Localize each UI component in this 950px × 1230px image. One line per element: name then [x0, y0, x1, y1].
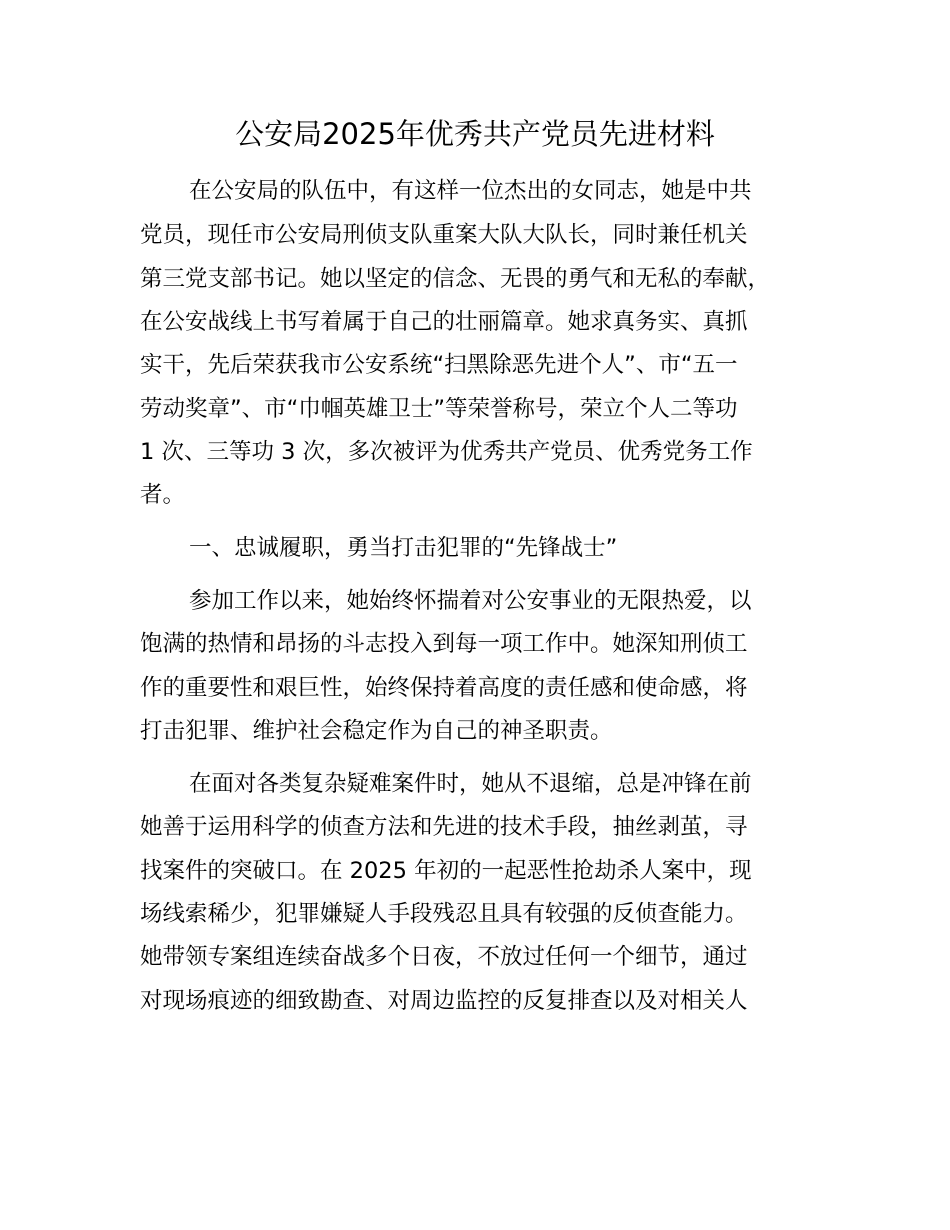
paragraph-1-line-8: 者。	[140, 482, 186, 508]
paragraph-3-line-1: 在面对各类复杂疑难案件时，她从不退缩，总是冲锋在前	[189, 771, 752, 797]
paragraph-2-line-4: 打击犯罪、维护社会稳定作为自己的神圣职责。	[140, 718, 613, 744]
paragraph-3-line-5: 她带领专案组连续奋战多个日夜，不放过任何一个细节，通过	[140, 944, 748, 970]
section-heading-1: 一、忠诚履职，勇当打击犯罪的“先锋战士”	[189, 535, 618, 561]
document-title: 公安局2025年优秀共产党员先进材料	[235, 117, 715, 151]
paragraph-3-line-4: 场线索稀少，犯罪嫌疑人手段残忍且具有较强的反侦查能力。	[140, 901, 748, 927]
paragraph-2-line-3: 作的重要性和艰巨性，始终保持着高度的责任感和使命感，将	[140, 675, 748, 701]
paragraph-1-line-6: 劳动奖章”、市“巾帼英雄卫士”等荣誉称号，荣立个人二等功	[140, 396, 738, 422]
paragraph-3-line-3: 找案件的突破口。在 2025 年初的一起恶性抢劫杀人案中，现	[140, 858, 752, 884]
paragraph-2-line-2: 饱满的热情和昂扬的斗志投入到每一项工作中。她深知刑侦工	[140, 631, 748, 657]
paragraph-1-line-3: 第三党支部书记。她以坚定的信念、无畏的勇气和无私的奉献，	[140, 266, 771, 292]
paragraph-1-line-5: 实干，先后荣获我市公安系统“扫黑除恶先进个人”、市“五一	[140, 352, 738, 378]
paragraph-1-line-7: 1 次、三等功 3 次，多次被评为优秀共产党员、优秀党务工作	[140, 439, 753, 465]
paragraph-3-line-2: 她善于运用科学的侦查方法和先进的技术手段，抽丝剥茧，寻	[140, 814, 748, 840]
paragraph-1-line-2: 党员，现任市公安局刑侦支队重案大队大队长，同时兼任机关	[140, 222, 748, 248]
paragraph-2-line-1: 参加工作以来，她始终怀揣着对公安事业的无限热爱，以	[189, 588, 752, 614]
paragraph-1-line-4: 在公安战线上书写着属于自己的壮丽篇章。她求真务实、真抓	[140, 309, 748, 335]
paragraph-3-line-6: 对现场痕迹的细致勘查、对周边监控的反复排查以及对相关人	[140, 988, 748, 1014]
paragraph-1-line-1: 在公安局的队伍中，有这样一位杰出的女同志，她是中共	[189, 178, 752, 204]
